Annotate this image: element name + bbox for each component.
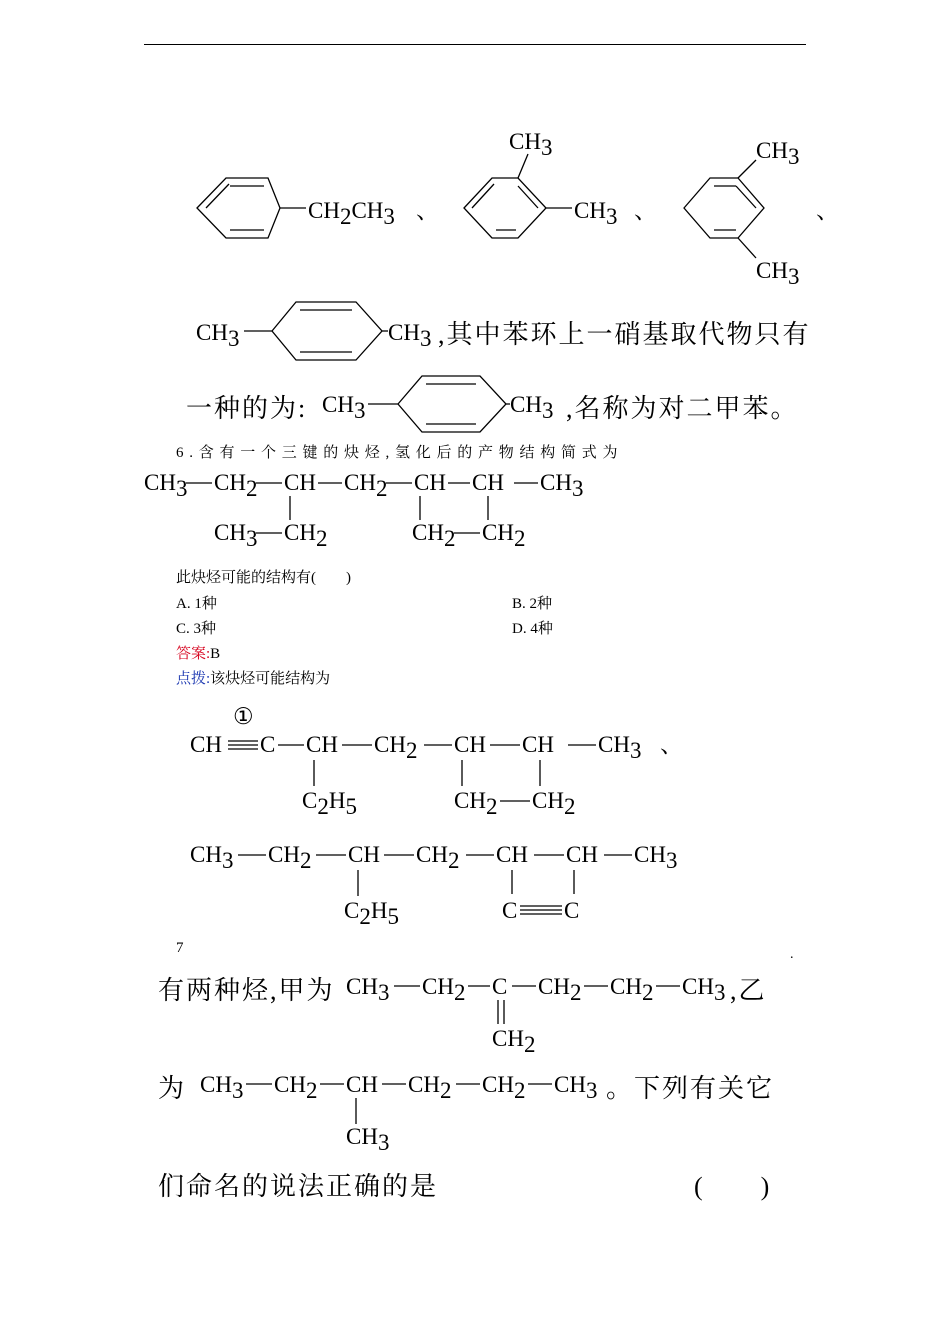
svg-text:C2H5: C2H5 bbox=[344, 898, 399, 929]
svg-text:CH3: CH3 bbox=[756, 138, 800, 169]
svg-text:CH: CH bbox=[496, 842, 528, 867]
svg-text:CH2: CH2 bbox=[482, 1072, 526, 1103]
para-xylene-structure-2 bbox=[322, 376, 553, 432]
svg-text:CH2: CH2 bbox=[538, 974, 582, 1005]
svg-text:CH: CH bbox=[346, 1072, 378, 1097]
svg-text:、: 、 bbox=[816, 198, 839, 223]
svg-text:CH3: CH3 bbox=[388, 320, 432, 351]
svg-text:CH2: CH2 bbox=[610, 974, 654, 1005]
answer-label: 答案: bbox=[176, 646, 211, 662]
svg-text:C: C bbox=[564, 898, 580, 923]
ethylbenzene-structure bbox=[197, 178, 439, 238]
answer-value: B bbox=[210, 646, 221, 662]
ortho-xylene-structure bbox=[464, 129, 657, 238]
q7-line2-prefix: 为 bbox=[158, 1074, 187, 1103]
q7-prefix: 有两种烃,甲为 bbox=[158, 976, 335, 1005]
q6-option-d: D. 4种 bbox=[512, 621, 553, 637]
q5-text-line2-prefix: 一种的为: bbox=[186, 394, 308, 423]
svg-text:C: C bbox=[492, 974, 508, 999]
q6-option-c: C. 3种 bbox=[176, 621, 217, 637]
svg-text:CH3: CH3 bbox=[214, 520, 258, 551]
svg-text:CH2: CH2 bbox=[268, 842, 312, 873]
svg-text:.: . bbox=[790, 947, 794, 962]
svg-text:CH3: CH3 bbox=[540, 470, 584, 501]
q7-yi-structure bbox=[200, 1072, 597, 1155]
svg-text:CH: CH bbox=[414, 470, 446, 495]
svg-text:CH2CH3: CH2CH3 bbox=[308, 198, 395, 229]
svg-text:CH2: CH2 bbox=[344, 470, 388, 501]
svg-text:CH: CH bbox=[454, 732, 486, 757]
svg-text:CH3: CH3 bbox=[756, 258, 800, 289]
svg-text:CH2: CH2 bbox=[416, 842, 460, 873]
svg-text:CH3: CH3 bbox=[346, 1124, 390, 1155]
svg-text:CH: CH bbox=[522, 732, 554, 757]
svg-text:CH3: CH3 bbox=[190, 842, 234, 873]
meta-xylene-structure bbox=[684, 138, 839, 289]
svg-text:CH: CH bbox=[472, 470, 504, 495]
q6-option-a: A. 1种 bbox=[176, 596, 217, 612]
svg-text:CH2: CH2 bbox=[408, 1072, 452, 1103]
svg-text:CH3: CH3 bbox=[509, 129, 553, 160]
svg-text:CH3: CH3 bbox=[574, 198, 618, 229]
svg-text:CH: CH bbox=[348, 842, 380, 867]
svg-text:CH2: CH2 bbox=[214, 470, 258, 501]
svg-text:CH2: CH2 bbox=[454, 788, 498, 819]
svg-text:CH3: CH3 bbox=[510, 392, 554, 423]
enum-comma: 、 bbox=[416, 198, 439, 223]
svg-text:C: C bbox=[260, 732, 276, 757]
alkyne-structure-2 bbox=[190, 842, 677, 929]
alkyne-structure-1 bbox=[190, 704, 683, 819]
q6-product-structure bbox=[144, 470, 583, 551]
q5-text-line2-suffix: ,名称为对二甲苯。 bbox=[566, 394, 799, 423]
svg-text:CH2: CH2 bbox=[532, 788, 576, 819]
svg-text:CH: CH bbox=[284, 470, 316, 495]
svg-text:CH3: CH3 bbox=[598, 732, 642, 763]
q7-jia-structure bbox=[346, 974, 725, 1057]
svg-text:CH3: CH3 bbox=[346, 974, 390, 1005]
svg-text:C2H5: C2H5 bbox=[302, 788, 357, 819]
hint-text: 该炔烃可能结构为 bbox=[210, 671, 331, 687]
q5-text-line1: ,其中苯环上一硝基取代物只有 bbox=[438, 320, 811, 349]
para-xylene-structure-1 bbox=[196, 302, 431, 360]
svg-text:CH: CH bbox=[306, 732, 338, 757]
hint-line bbox=[176, 667, 330, 688]
svg-text:CH3: CH3 bbox=[634, 842, 678, 873]
svg-text:CH: CH bbox=[566, 842, 598, 867]
svg-text:CH3: CH3 bbox=[196, 320, 240, 351]
svg-text:CH2: CH2 bbox=[422, 974, 466, 1005]
q7-number: 7 bbox=[176, 940, 184, 956]
svg-text:CH3: CH3 bbox=[322, 392, 366, 423]
svg-text:CH2: CH2 bbox=[284, 520, 328, 551]
svg-text:、: 、 bbox=[634, 198, 657, 223]
q7-paren: ( ) bbox=[694, 1172, 772, 1201]
svg-text:CH3: CH3 bbox=[200, 1072, 244, 1103]
svg-text:、: 、 bbox=[660, 732, 683, 757]
q6-stem: 6 . 含 有 一 个 三 键 的 炔 烃 , 氢 化 后 的 产 物 结 构 简 式 为 bbox=[176, 445, 619, 461]
svg-text:CH: CH bbox=[190, 732, 222, 757]
q7-line3: 们命名的说法正确的是 bbox=[158, 1172, 439, 1201]
svg-text:CH2: CH2 bbox=[412, 520, 456, 551]
q6-option-b: B. 2种 bbox=[512, 596, 553, 612]
svg-text:CH3: CH3 bbox=[682, 974, 726, 1005]
svg-text:①: ① bbox=[233, 704, 254, 729]
answer-line bbox=[176, 642, 220, 663]
q7-mid: ,乙 bbox=[730, 976, 767, 1005]
q6-question: 此炔烃可能的结构有( ) bbox=[176, 570, 351, 586]
svg-text:C: C bbox=[502, 898, 518, 923]
svg-text:CH3: CH3 bbox=[554, 1072, 598, 1103]
q7-line2-suffix: 。下列有关它 bbox=[606, 1074, 775, 1103]
hint-label: 点拨: bbox=[176, 671, 211, 687]
svg-text:CH2: CH2 bbox=[492, 1026, 536, 1057]
svg-text:CH2: CH2 bbox=[374, 732, 418, 763]
svg-text:CH2: CH2 bbox=[274, 1072, 318, 1103]
svg-text:CH2: CH2 bbox=[482, 520, 526, 551]
svg-text:CH3: CH3 bbox=[144, 470, 188, 501]
